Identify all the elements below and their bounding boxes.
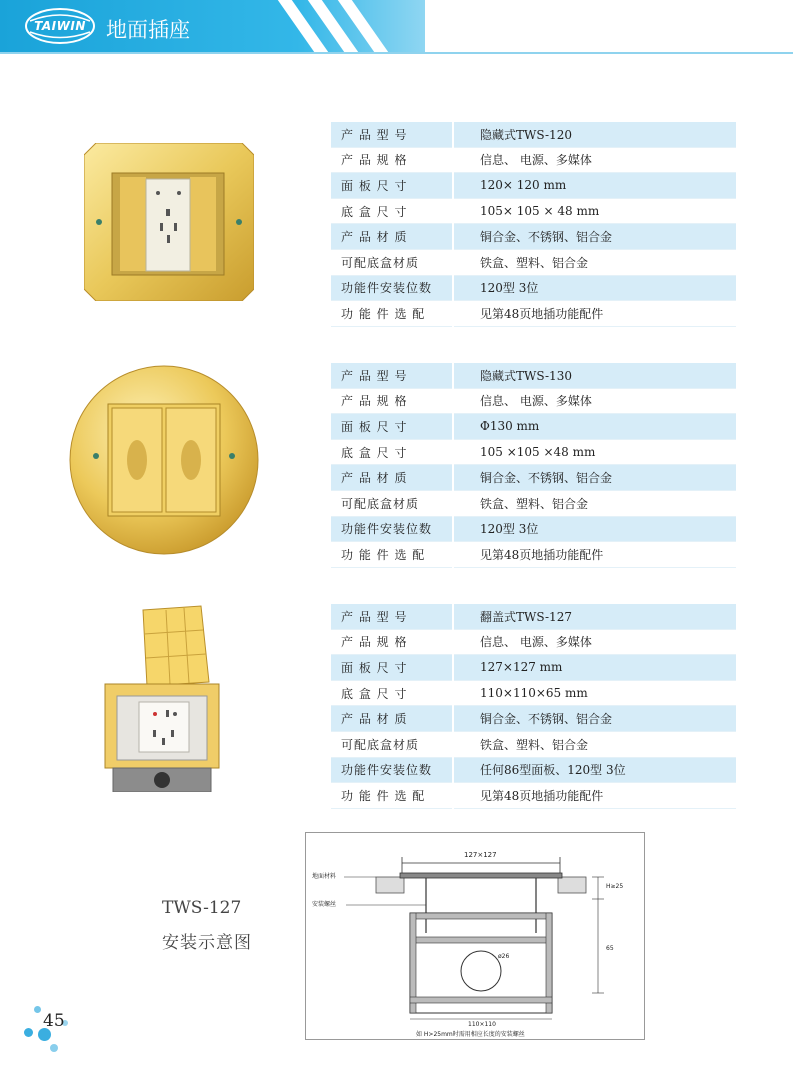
spec-row: 产 品 型 号 隐藏式TWS-120 <box>331 122 736 147</box>
diagram-label-screw: 安装螺丝 <box>312 901 337 908</box>
product-image-tws-130 <box>68 364 260 560</box>
installation-diagram <box>305 832 645 1040</box>
spec-row: 产 品 材 质 铜合金、不锈钢、铝合金 <box>331 224 736 250</box>
spec-row: 面 板 尺 寸 120× 120 mm <box>331 173 736 199</box>
spec-table-tws-130 <box>331 363 736 568</box>
diagram-caption-model: TWS-127 <box>162 898 242 918</box>
product-image-tws-120 <box>84 143 254 305</box>
decor-dot <box>24 1028 33 1037</box>
page-number: 45 <box>43 1011 65 1031</box>
spec-row: 产 品 规 格 信息、 电源、多媒体 <box>331 388 736 414</box>
spec-row: 功 能 件 选 配 见第48页地插功能配件 <box>331 301 736 327</box>
spec-row: 可配底盒材质 铁盒、塑料、铝合金 <box>331 731 736 757</box>
decor-dot <box>34 1006 41 1013</box>
spec-row: 产 品 规 格 信息、 电源、多媒体 <box>331 147 736 173</box>
diagram-caption-title: 安装示意图 <box>162 933 252 953</box>
decor-dot <box>50 1044 58 1052</box>
diagram-label-floor: 地面材料 <box>312 873 337 880</box>
logo-text: TAIWIN <box>34 19 86 33</box>
spec-row: 产 品 型 号 隐藏式TWS-130 <box>331 363 736 388</box>
diagram-dim-h: H≥25 <box>606 883 624 890</box>
diagram-dim-depth: 65 <box>606 945 614 952</box>
spec-row: 产 品 材 质 铜合金、不锈钢、铝合金 <box>331 706 736 732</box>
spec-row: 可配底盒材质 铁盒、塑料、铝合金 <box>331 249 736 275</box>
spec-row: 底 盒 尺 寸 105 ×105 ×48 mm <box>331 439 736 465</box>
header-rule <box>0 52 793 54</box>
diagram-note: 如 H>25mm时需用相应长度的安装螺丝 <box>416 1031 525 1038</box>
spec-row: 产 品 型 号 翻盖式TWS-127 <box>331 604 736 629</box>
spec-row: 产 品 规 格 信息、 电源、多媒体 <box>331 629 736 655</box>
spec-row: 可配底盒材质 铁盒、塑料、铝合金 <box>331 490 736 516</box>
spec-row: 功能件安装位数 任何86型面板、120型 3位 <box>331 757 736 783</box>
spec-row: 底 盒 尺 寸 105× 105 × 48 mm <box>331 198 736 224</box>
spec-row: 功 能 件 选 配 见第48页地插功能配件 <box>331 783 736 809</box>
page-title: 地面插座 <box>106 18 190 42</box>
spec-row: 产 品 材 质 铜合金、不锈钢、铝合金 <box>331 465 736 491</box>
diagram-dim-bottom: 110×110 <box>468 1021 496 1028</box>
spec-row: 底 盒 尺 寸 110×110×65 mm <box>331 680 736 706</box>
spec-row: 面 板 尺 寸 Φ130 mm <box>331 414 736 440</box>
spec-table-tws-127 <box>331 604 736 809</box>
product-image-tws-127 <box>103 604 233 796</box>
diagram-dim-top: 127×127 <box>464 851 497 859</box>
brand-logo <box>24 7 96 45</box>
spec-row: 功能件安装位数 120型 3位 <box>331 516 736 542</box>
diagram-dim-hole: ø26 <box>498 953 510 960</box>
spec-table-tws-120 <box>331 122 736 327</box>
spec-row: 功 能 件 选 配 见第48页地插功能配件 <box>331 542 736 568</box>
spec-row: 面 板 尺 寸 127×127 mm <box>331 655 736 681</box>
page-header <box>0 0 793 52</box>
spec-row: 功能件安装位数 120型 3位 <box>331 275 736 301</box>
